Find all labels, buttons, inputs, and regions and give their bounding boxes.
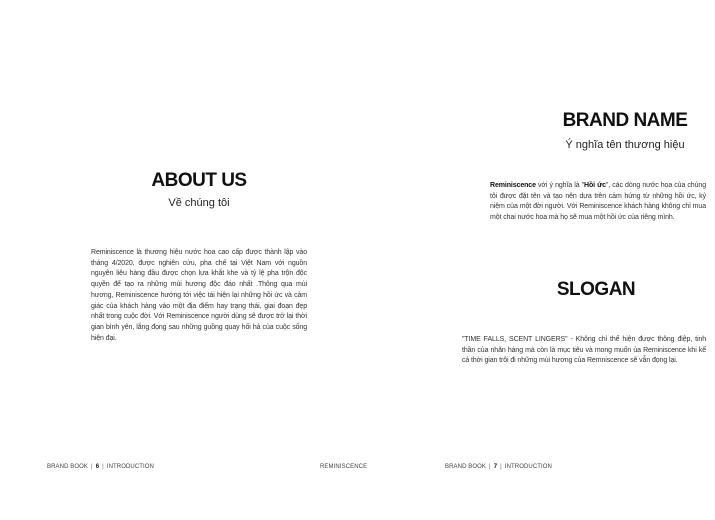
footer-left-sep1: | (91, 464, 93, 470)
footer-left-section: INTRODUCTION (106, 464, 154, 470)
footer-right-sep1: | (489, 464, 491, 470)
footer-right-sep2: | (500, 464, 502, 470)
about-us-body: Reminiscence là thương hiệu nước hoa cao cấp được thành lập vào tháng 4/2020, được nghiên cứu, pha chế tại Việt Nam với nguồn nguyên liệu hàng đầu được chọn lựa khắt khe và tỷ lệ pha trộn độc quyền để tạo ra những mùi hương độc đáo nhất .Thông qua mùi hương, Reminiscence hướng tới việc tái hiện lại những hồi ức và cảm giác của khách hàng vào một địa điểm hay trạng thái, giai đoạn đẹp nhất trong cuộc đời. Với Reminiscence người dùng sẽ được trở lại thời gian bình yên, lắng đọng sau những guồng quay hối hả của cuộc sống hiện đại. (91, 249, 307, 342)
right-page (357, 0, 715, 520)
footer-left-label: BRAND BOOK (47, 464, 89, 470)
footer-left-sep2: | (102, 464, 104, 470)
about-us-subtitle: Về chúng tôi (168, 197, 230, 209)
brand-name-subtitle: Ý nghĩa tên thương hiệu (565, 139, 685, 151)
footer-right-page-number: 7 (493, 464, 498, 470)
footer-left (47, 464, 154, 470)
footer-center-brand: REMINISCENCE (320, 464, 368, 470)
slogan-body: "TIME FALLS, SCENT LINGERS" - Không chỉ thể hiện được thông điệp, tinh thần của nhãn hàng mà còn là mục tiêu và mong muốn ủa Reminiscence khi kể cả thời gian trôi đi những mùi hương của Remniscence sẽ vẫn đọng lại. (462, 336, 706, 365)
footer-left-page-number: 6 (95, 464, 100, 470)
footer-right-label: BRAND BOOK (445, 464, 487, 470)
brand-name-title: BRAND NAME (562, 110, 688, 131)
brand-name-body-part2: ", các dòng nước hoa của chúng tôi được đặt tên và tạo nên dựa trên cảm hứng từ những hồi ức, kỷ niệm của một đời người. Với Reminiscence khách hàng không chỉ mua một chai nước hoa mà họ sẽ mua một hồi ức của riêng mình. (490, 182, 706, 222)
about-us-title: ABOUT US (151, 170, 247, 191)
footer-right-section: INTRODUCTION (504, 464, 552, 470)
brand-name-bold: Reminiscence (490, 182, 536, 189)
brand-name-body-part1: với ý nghĩa là " (535, 182, 585, 189)
brand-name-body (490, 181, 706, 224)
brand-name-bold-meaning: Hồi ức (584, 182, 606, 189)
left-page (0, 0, 357, 520)
footer-right (445, 464, 552, 470)
slogan-title: SLOGAN (556, 279, 636, 300)
